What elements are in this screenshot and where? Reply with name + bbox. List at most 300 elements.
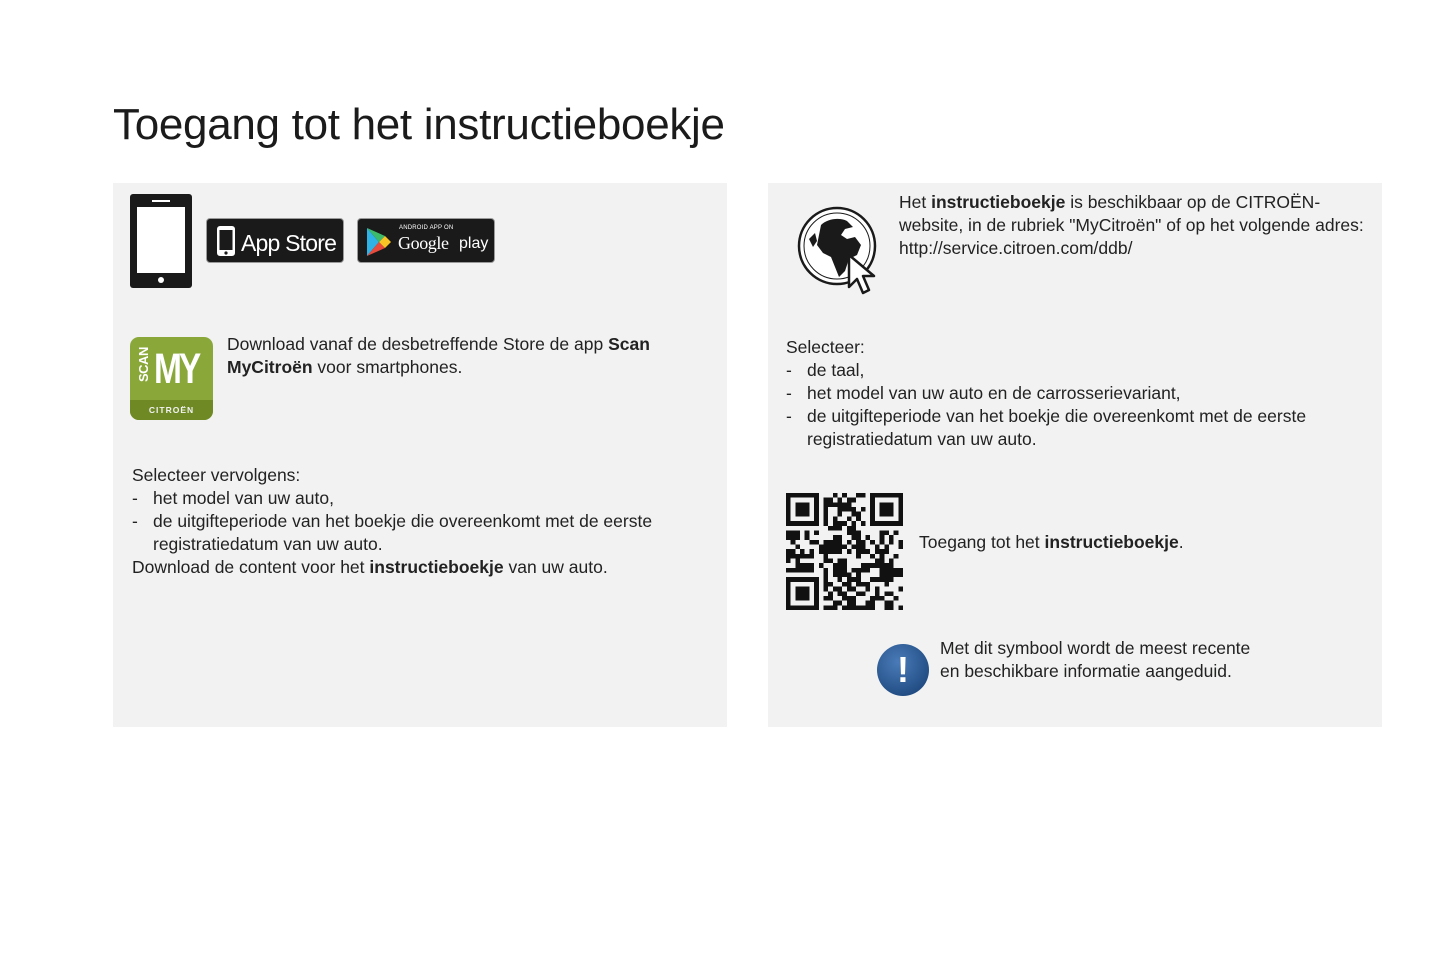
qr-module bbox=[823, 521, 828, 526]
website-text-bold: instructieboekje bbox=[931, 192, 1066, 212]
google-play-triangle-icon bbox=[366, 227, 392, 257]
qr-module bbox=[833, 601, 838, 606]
qr-module bbox=[791, 540, 796, 545]
download-content-prefix: Download de content voor het bbox=[132, 557, 370, 577]
website-selection-instructions bbox=[786, 336, 1366, 451]
qr-module bbox=[800, 568, 805, 573]
qr-text-bold: instructieboekje bbox=[1044, 532, 1179, 552]
qr-module bbox=[856, 493, 861, 498]
qr-module bbox=[875, 559, 880, 564]
qr-module bbox=[837, 535, 842, 540]
google-play-badge[interactable] bbox=[357, 218, 495, 263]
qr-module bbox=[894, 530, 899, 535]
qr-module bbox=[880, 559, 885, 564]
qr-module bbox=[814, 507, 819, 512]
download-text-bold-mycitroen: MyCitroën bbox=[227, 357, 313, 377]
qr-module bbox=[889, 601, 894, 606]
qr-module bbox=[809, 605, 814, 610]
qr-module bbox=[856, 568, 861, 573]
qr-module bbox=[823, 549, 828, 554]
qr-module bbox=[861, 521, 866, 526]
qr-module bbox=[842, 563, 847, 568]
qr-module bbox=[870, 577, 875, 582]
qr-module bbox=[814, 582, 819, 587]
android-app-on-label: ANDROID APP ON bbox=[399, 225, 454, 231]
qr-module bbox=[814, 530, 819, 535]
qr-module bbox=[856, 573, 861, 578]
qr-module bbox=[870, 601, 875, 606]
qr-module bbox=[819, 549, 824, 554]
qr-module bbox=[837, 568, 842, 573]
qr-module bbox=[852, 568, 857, 573]
qr-module bbox=[795, 521, 800, 526]
qr-module bbox=[805, 554, 810, 559]
qr-module bbox=[898, 493, 903, 498]
qr-module bbox=[852, 507, 857, 512]
qr-text-prefix: Toegang tot het bbox=[919, 532, 1045, 552]
qr-module bbox=[800, 554, 805, 559]
qr-module bbox=[894, 521, 899, 526]
qr-module bbox=[833, 605, 838, 610]
qr-module bbox=[870, 516, 875, 521]
qr-module bbox=[866, 535, 871, 540]
qr-module bbox=[833, 516, 838, 521]
qr-module bbox=[861, 591, 866, 596]
qr-module bbox=[875, 493, 880, 498]
qr-module bbox=[852, 530, 857, 535]
qr-module bbox=[898, 512, 903, 517]
qr-module bbox=[795, 507, 800, 512]
qr-module bbox=[823, 498, 828, 503]
qr-module bbox=[894, 493, 899, 498]
scan-mycitroen-app-icon bbox=[130, 337, 213, 420]
qr-module bbox=[861, 563, 866, 568]
qr-module bbox=[805, 502, 810, 507]
qr-module bbox=[880, 512, 885, 517]
qr-module bbox=[880, 530, 885, 535]
qr-module bbox=[842, 544, 847, 549]
qr-module bbox=[875, 521, 880, 526]
qr-module bbox=[795, 591, 800, 596]
qr-module bbox=[833, 535, 838, 540]
qr-module bbox=[884, 591, 889, 596]
list-item: - de uitgifteperiode van het boekje die overeenkomt met de eerste registratiedatum van uw auto. bbox=[132, 511, 653, 554]
qr-module bbox=[791, 493, 796, 498]
qr-module bbox=[889, 605, 894, 610]
qr-module bbox=[823, 605, 828, 610]
qr-module bbox=[875, 587, 880, 592]
qr-module bbox=[795, 535, 800, 540]
qr-module bbox=[837, 526, 842, 531]
qr-module bbox=[856, 530, 861, 535]
qr-module bbox=[880, 540, 885, 545]
qr-module bbox=[880, 507, 885, 512]
qr-module bbox=[809, 521, 814, 526]
qr-module bbox=[823, 507, 828, 512]
info-text-line1: Met dit symbool wordt de meest recente bbox=[940, 638, 1251, 658]
qr-module bbox=[823, 577, 828, 582]
info-symbol-text bbox=[940, 637, 1370, 683]
qr-module bbox=[837, 601, 842, 606]
qr-module bbox=[809, 568, 814, 573]
qr-module bbox=[791, 530, 796, 535]
qr-module bbox=[828, 498, 833, 503]
qr-module bbox=[800, 563, 805, 568]
qr-module bbox=[786, 582, 791, 587]
qr-module bbox=[786, 535, 791, 540]
qr-module bbox=[870, 596, 875, 601]
qr-module bbox=[852, 512, 857, 517]
qr-module bbox=[884, 549, 889, 554]
qr-module bbox=[795, 596, 800, 601]
qr-module bbox=[833, 568, 838, 573]
qr-module bbox=[898, 507, 903, 512]
qr-module bbox=[889, 559, 894, 564]
list-item: - de uitgifteperiode van het boekje die overeenkomt met de eerste registratiedatum van uw auto. bbox=[786, 406, 1307, 449]
qr-module bbox=[898, 544, 903, 549]
qr-module bbox=[847, 530, 852, 535]
qr-module bbox=[884, 568, 889, 573]
list-item: - het model van uw auto en de carrosserievariant, bbox=[786, 383, 1181, 403]
qr-module bbox=[786, 549, 791, 554]
qr-module bbox=[866, 582, 871, 587]
qr-module bbox=[884, 573, 889, 578]
qr-module bbox=[828, 591, 833, 596]
qr-module bbox=[852, 587, 857, 592]
qr-module bbox=[875, 549, 880, 554]
qr-module bbox=[809, 563, 814, 568]
qr-module bbox=[861, 605, 866, 610]
qr-code[interactable] bbox=[786, 493, 903, 610]
qr-module bbox=[880, 535, 885, 540]
qr-module bbox=[837, 502, 842, 507]
qr-module bbox=[889, 540, 894, 545]
qr-module bbox=[814, 521, 819, 526]
list-item-text-continued: registratiedatum van uw auto. bbox=[807, 429, 1037, 449]
download-text-bold-scan: Scan bbox=[608, 334, 650, 354]
qr-module bbox=[870, 605, 875, 610]
qr-module bbox=[786, 554, 791, 559]
qr-module bbox=[786, 559, 791, 564]
qr-module bbox=[795, 559, 800, 564]
qr-module bbox=[856, 540, 861, 545]
qr-module bbox=[856, 582, 861, 587]
qr-module bbox=[884, 493, 889, 498]
qr-module bbox=[828, 549, 833, 554]
qr-module bbox=[800, 577, 805, 582]
qr-module bbox=[870, 512, 875, 517]
qr-module bbox=[823, 573, 828, 578]
qr-module bbox=[809, 540, 814, 545]
qr-module bbox=[833, 526, 838, 531]
qr-module bbox=[884, 601, 889, 606]
qr-module bbox=[880, 521, 885, 526]
qr-module bbox=[861, 540, 866, 545]
qr-module bbox=[847, 596, 852, 601]
qr-module bbox=[884, 582, 889, 587]
qr-module bbox=[852, 577, 857, 582]
qr-module bbox=[847, 549, 852, 554]
info-text-line2: en beschikbare informatie aangeduid. bbox=[940, 661, 1232, 681]
qr-access-text bbox=[919, 531, 1184, 554]
qr-module bbox=[823, 516, 828, 521]
qr-module bbox=[880, 577, 885, 582]
download-content-suffix: van uw auto. bbox=[503, 557, 608, 577]
qr-module bbox=[805, 591, 810, 596]
qr-module bbox=[814, 596, 819, 601]
qr-module bbox=[852, 596, 857, 601]
qr-module bbox=[819, 544, 824, 549]
app-download-panel bbox=[113, 183, 727, 727]
qr-module bbox=[852, 498, 857, 503]
qr-module bbox=[828, 582, 833, 587]
qr-module bbox=[884, 605, 889, 610]
globe-cursor-icon bbox=[797, 205, 887, 297]
list-item-text: de uitgifteperiode van het boekje die overeenkomt met de eerste bbox=[807, 406, 1307, 426]
qr-module bbox=[884, 530, 889, 535]
qr-module bbox=[786, 516, 791, 521]
qr-module bbox=[795, 587, 800, 592]
website-info-text bbox=[899, 191, 1374, 260]
qr-module bbox=[828, 502, 833, 507]
qr-module bbox=[809, 493, 814, 498]
qr-module bbox=[805, 605, 810, 610]
qr-module bbox=[880, 596, 885, 601]
qr-module bbox=[870, 493, 875, 498]
qr-module bbox=[786, 601, 791, 606]
qr-module bbox=[823, 596, 828, 601]
qr-module bbox=[842, 596, 847, 601]
qr-module bbox=[898, 568, 903, 573]
download-app-text bbox=[227, 333, 707, 379]
qr-module bbox=[791, 568, 796, 573]
qr-module bbox=[800, 605, 805, 610]
qr-module bbox=[898, 516, 903, 521]
qr-module bbox=[791, 577, 796, 582]
qr-module bbox=[870, 502, 875, 507]
qr-module bbox=[852, 605, 857, 610]
qr-module bbox=[861, 544, 866, 549]
qr-module bbox=[870, 554, 875, 559]
qr-module bbox=[795, 568, 800, 573]
qr-module bbox=[889, 591, 894, 596]
qr-module bbox=[809, 549, 814, 554]
website-access-panel bbox=[768, 183, 1382, 727]
qr-module bbox=[809, 577, 814, 582]
qr-module bbox=[842, 568, 847, 573]
qr-module bbox=[795, 530, 800, 535]
qr-module bbox=[795, 605, 800, 610]
citroen-brand-label: CITROËN bbox=[130, 400, 213, 420]
qr-module bbox=[837, 591, 842, 596]
scan-word: SCAN bbox=[136, 347, 151, 382]
qr-module bbox=[814, 498, 819, 503]
qr-module bbox=[852, 535, 857, 540]
qr-module bbox=[889, 512, 894, 517]
qr-module bbox=[837, 544, 842, 549]
qr-module bbox=[837, 559, 842, 564]
qr-module bbox=[884, 521, 889, 526]
qr-module bbox=[786, 493, 791, 498]
qr-module bbox=[833, 587, 838, 592]
qr-module bbox=[866, 568, 871, 573]
qr-module bbox=[786, 605, 791, 610]
qr-module bbox=[786, 512, 791, 517]
qr-module bbox=[786, 591, 791, 596]
select-intro: Selecteer: bbox=[786, 337, 865, 357]
qr-module bbox=[898, 498, 903, 503]
qr-module bbox=[889, 535, 894, 540]
qr-module bbox=[819, 563, 824, 568]
qr-module bbox=[842, 493, 847, 498]
qr-module bbox=[856, 577, 861, 582]
tablet-icon bbox=[130, 194, 192, 288]
list-item-text-continued: registratiedatum van uw auto. bbox=[153, 534, 383, 554]
qr-module bbox=[814, 601, 819, 606]
qr-module bbox=[800, 502, 805, 507]
qr-module bbox=[805, 587, 810, 592]
list-item: - het model van uw auto, bbox=[132, 488, 334, 508]
qr-module bbox=[875, 577, 880, 582]
qr-module bbox=[898, 540, 903, 545]
qr-module bbox=[823, 502, 828, 507]
qr-module bbox=[847, 582, 852, 587]
qr-module bbox=[847, 587, 852, 592]
qr-module bbox=[842, 502, 847, 507]
qr-module bbox=[870, 540, 875, 545]
qr-module bbox=[795, 563, 800, 568]
selection-instructions bbox=[132, 464, 712, 579]
qr-module bbox=[833, 493, 838, 498]
qr-module bbox=[842, 582, 847, 587]
qr-module bbox=[814, 540, 819, 545]
my-word: MY bbox=[154, 345, 199, 393]
qr-module bbox=[842, 559, 847, 564]
qr-module bbox=[889, 507, 894, 512]
list-item-text: het model van uw auto, bbox=[153, 488, 334, 508]
qr-module bbox=[786, 498, 791, 503]
qr-module bbox=[786, 596, 791, 601]
qr-module bbox=[837, 563, 842, 568]
qr-module bbox=[889, 493, 894, 498]
play-label: play bbox=[459, 235, 489, 252]
qr-module bbox=[814, 591, 819, 596]
qr-module bbox=[800, 493, 805, 498]
qr-module bbox=[880, 568, 885, 573]
info-glyph: ! bbox=[897, 649, 909, 690]
qr-module bbox=[795, 544, 800, 549]
qr-module bbox=[786, 577, 791, 582]
qr-module bbox=[866, 601, 871, 606]
qr-module bbox=[880, 493, 885, 498]
qr-module bbox=[800, 596, 805, 601]
qr-module bbox=[884, 507, 889, 512]
qr-module bbox=[898, 587, 903, 592]
qr-module bbox=[823, 582, 828, 587]
qr-module bbox=[861, 568, 866, 573]
qr-text-suffix: . bbox=[1178, 532, 1184, 552]
qr-module bbox=[823, 559, 828, 564]
qr-module bbox=[847, 605, 852, 610]
qr-module bbox=[870, 507, 875, 512]
qr-module bbox=[814, 577, 819, 582]
qr-module bbox=[786, 507, 791, 512]
qr-module bbox=[847, 498, 852, 503]
list-item: - de taal, bbox=[786, 360, 865, 380]
qr-module bbox=[856, 535, 861, 540]
qr-module bbox=[828, 540, 833, 545]
qr-module bbox=[833, 563, 838, 568]
qr-module bbox=[898, 573, 903, 578]
qr-module bbox=[870, 521, 875, 526]
qr-module bbox=[833, 502, 838, 507]
qr-module bbox=[884, 512, 889, 517]
website-text-line1: is beschikbaar op de CITROËN- bbox=[1065, 192, 1321, 212]
qr-module bbox=[795, 512, 800, 517]
qr-module bbox=[889, 502, 894, 507]
qr-module bbox=[823, 540, 828, 545]
qr-module bbox=[898, 605, 903, 610]
qr-module bbox=[800, 507, 805, 512]
qr-module bbox=[880, 573, 885, 578]
qr-module bbox=[814, 512, 819, 517]
qr-module bbox=[837, 540, 842, 545]
qr-module bbox=[805, 563, 810, 568]
qr-module bbox=[809, 554, 814, 559]
qr-module bbox=[856, 512, 861, 517]
qr-module bbox=[786, 521, 791, 526]
qr-module bbox=[805, 493, 810, 498]
qr-module bbox=[861, 507, 866, 512]
qr-module bbox=[870, 498, 875, 503]
list-item-text: de taal, bbox=[807, 360, 865, 380]
qr-module bbox=[814, 605, 819, 610]
website-text-prefix: Het bbox=[899, 192, 932, 212]
qr-module bbox=[842, 573, 847, 578]
phone-icon bbox=[216, 225, 236, 257]
qr-module bbox=[870, 563, 875, 568]
qr-module bbox=[875, 563, 880, 568]
qr-module bbox=[861, 493, 866, 498]
qr-module bbox=[833, 573, 838, 578]
qr-module bbox=[856, 605, 861, 610]
qr-module bbox=[847, 516, 852, 521]
list-item-text: het model van uw auto en de carrosserievariant, bbox=[807, 383, 1181, 403]
qr-module bbox=[786, 568, 791, 573]
qr-module bbox=[856, 554, 861, 559]
qr-module bbox=[800, 521, 805, 526]
qr-module bbox=[861, 582, 866, 587]
qr-module bbox=[837, 587, 842, 592]
qr-module bbox=[856, 591, 861, 596]
app-store-badge[interactable] bbox=[206, 218, 344, 263]
qr-module bbox=[875, 596, 880, 601]
qr-module bbox=[866, 605, 871, 610]
qr-module bbox=[880, 549, 885, 554]
qr-module bbox=[889, 563, 894, 568]
qr-module bbox=[852, 526, 857, 531]
qr-module bbox=[823, 554, 828, 559]
app-store-label: App Store bbox=[241, 230, 337, 256]
qr-module bbox=[852, 521, 857, 526]
qr-module bbox=[866, 563, 871, 568]
qr-module bbox=[823, 587, 828, 592]
qr-module bbox=[823, 512, 828, 517]
select-intro: Selecteer vervolgens: bbox=[132, 465, 301, 485]
website-url-link[interactable]: http://service.citroen.com/ddb/ bbox=[899, 238, 1133, 258]
qr-module bbox=[800, 591, 805, 596]
qr-module bbox=[814, 516, 819, 521]
